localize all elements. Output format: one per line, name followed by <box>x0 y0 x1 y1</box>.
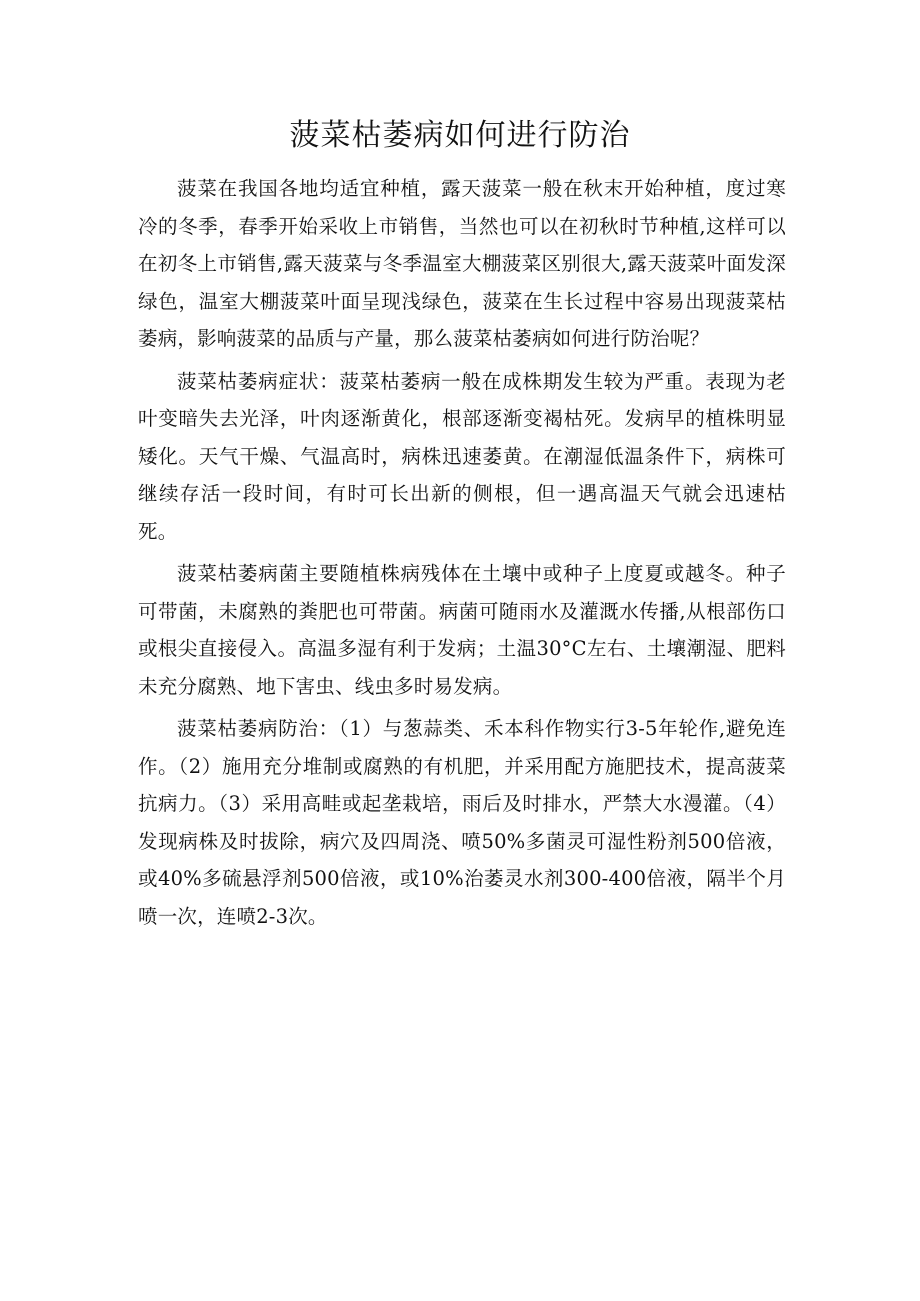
paragraph-intro: 菠菜在我国各地均适宜种植，露天菠菜一般在秋末开始种植，度过寒冷的冬季，春季开始采收上市销售，当然也可以在初秋时节种植,这样可以在初冬上市销售,露天菠菜与冬季温室大棚菠菜区别很大,露天菠菜叶面发深绿色，温室大棚菠菜叶面呈现浅绿色，菠菜在生长过程中容易出现菠菜枯萎病，影响菠菜的品质与产量，那么菠菜枯萎病如何进行防治呢？ <box>138 177 786 350</box>
paragraph-symptoms: 菠菜枯萎病症状：菠菜枯萎病一般在成株期发生较为严重。表现为老叶变暗失去光泽，叶肉逐渐黄化，根部逐渐变褐枯死。发病早的植株明显矮化。天气干燥、气温高时，病株迅速萎黄。在潮湿低温条件下，病株可继续存活一段时间，有时可长出新的侧根，但一遇高温天气就会迅速枯死。 <box>138 369 786 543</box>
document-title: 菠菜枯萎病如何进行防治 <box>289 118 631 153</box>
document-body <box>138 170 786 940</box>
paragraph-pathogen: 菠菜枯萎病菌主要随植株病残体在土壤中或种子上度夏或越冬。种子可带菌，未腐熟的粪肥也可带菌。病菌可随雨水及灌溉水传播,从根部伤口或根尖直接侵入。高温多湿有利于发病；土温30°C左右、土壤潮湿、肥料未充分腐熟、地下害虫、线虫多时易发病。 <box>138 562 786 698</box>
paragraph-control: 菠菜枯萎病防治：（1）与葱蒜类、禾本科作物实行3-5年轮作,避免连作。（2）施用充分堆制或腐熟的有机肥，并采用配方施肥技术，提高菠菜抗病力。（3）采用高畦或起垄栽培，雨后及时排水，严禁大水漫灌。（4）发现病株及时拔除，病穴及四周浇、喷50%多菌灵可湿性粉剂500倍液，或40%多硫悬浮剂500倍液，或10%治萎灵水剂300-400倍液，隔半个月喷一次，连喷2-3次。 <box>138 717 786 928</box>
